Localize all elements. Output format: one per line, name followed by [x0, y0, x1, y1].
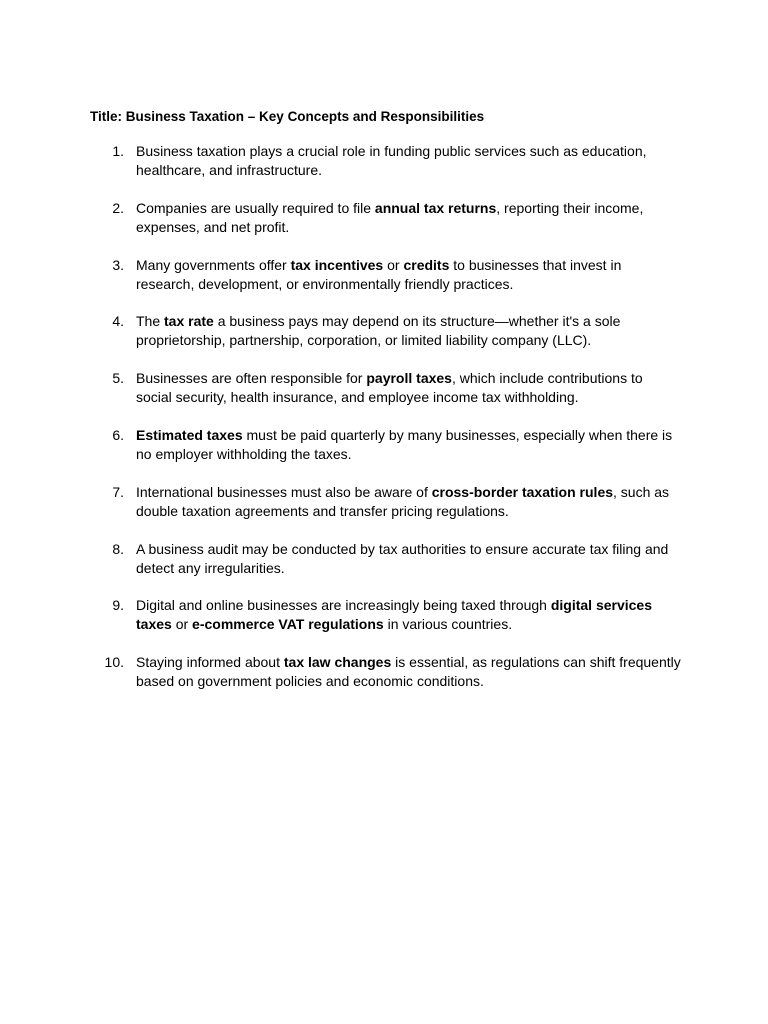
bold-term: annual tax returns — [374, 199, 497, 216]
list-item — [0, 483, 768, 540]
list-item-number: 3. — [112, 256, 124, 273]
text-run: in various countries. — [383, 616, 513, 633]
text-run: Staying informed about — [136, 654, 284, 671]
list-item — [0, 596, 768, 653]
bold-term: e-commerce VAT regulations — [192, 616, 384, 633]
bold-term: payroll taxes — [366, 370, 452, 387]
list-item — [0, 142, 768, 199]
text-run: a business pays may depend on its structure—whether it's a sole proprietorship, partnership, corporation, or limited liability company (LLC). — [136, 313, 621, 349]
list-item — [0, 369, 768, 426]
list-item — [0, 426, 768, 483]
list-item — [0, 653, 768, 710]
list-item — [0, 256, 768, 313]
text-run: is essential, as regulations can shift frequently based on government policies and economic conditions. — [136, 654, 681, 690]
list-item — [0, 540, 768, 597]
list-item-text — [136, 369, 682, 407]
bold-term: tax incentives — [290, 256, 384, 273]
text-run: must be paid quarterly by many businesses, especially when there is no employer withholding the taxes. — [136, 426, 673, 462]
list-item-text — [136, 142, 682, 180]
list-item-text — [136, 540, 682, 578]
text-run: , which include contributions to social security, health insurance, and employee income tax withholding. — [136, 370, 643, 406]
list-item-number: 1. — [112, 143, 124, 159]
text-run: Business taxation plays a crucial role in funding public services such as education, healthcare, and infrastructure. — [136, 143, 647, 178]
bold-term: tax rate — [164, 313, 214, 330]
list-item-number: 9. — [112, 597, 124, 614]
list-item-text — [136, 653, 682, 691]
list-item-text — [136, 426, 682, 464]
text-run: or — [383, 256, 404, 273]
text-run: to businesses that invest in research, development, or environmentally friendly practices. — [136, 256, 622, 292]
text-run: Digital and online businesses are increasingly being taxed through — [136, 597, 551, 614]
bold-term: tax law changes — [283, 654, 392, 671]
text-run: , such as double taxation agreements and transfer pricing regulations. — [136, 483, 670, 519]
text-run: , reporting their income, expenses, and net profit. — [136, 199, 644, 235]
text-run: The — [136, 313, 165, 330]
text-run: Companies are usually required to file — [136, 199, 375, 216]
list-item-text — [136, 483, 682, 521]
list-item-number: 10. — [104, 654, 124, 671]
list-item-text — [136, 312, 682, 350]
list-item-text — [136, 596, 682, 634]
list-item-text — [136, 199, 682, 237]
bold-term: digital services taxes — [136, 597, 652, 633]
list-item-number: 8. — [112, 540, 124, 557]
text-run: International businesses must also be aware of — [136, 483, 432, 500]
list-item-number: 5. — [112, 370, 124, 387]
bold-term: credits — [403, 256, 450, 273]
numbered-list — [0, 142, 768, 710]
list-item — [0, 199, 768, 256]
list-item-number: 7. — [112, 483, 124, 500]
bold-term: cross-border taxation rules — [431, 483, 614, 500]
text-run: Businesses are often responsible for — [136, 370, 367, 387]
bold-term: Estimated taxes — [136, 426, 243, 443]
text-run: Many governments offer — [136, 256, 291, 273]
list-item — [0, 312, 768, 369]
list-item-number: 2. — [112, 199, 124, 216]
list-item-text — [136, 256, 682, 294]
list-item-number: 4. — [112, 313, 124, 330]
list-item-number: 6. — [112, 426, 124, 443]
text-run: A business audit may be conducted by tax authorities to ensure accurate tax filing and detect any irregularities. — [136, 540, 669, 576]
document-title: Title: Business Taxation – Key Concepts and Responsibilities — [90, 109, 485, 124]
text-run: or — [171, 616, 193, 633]
